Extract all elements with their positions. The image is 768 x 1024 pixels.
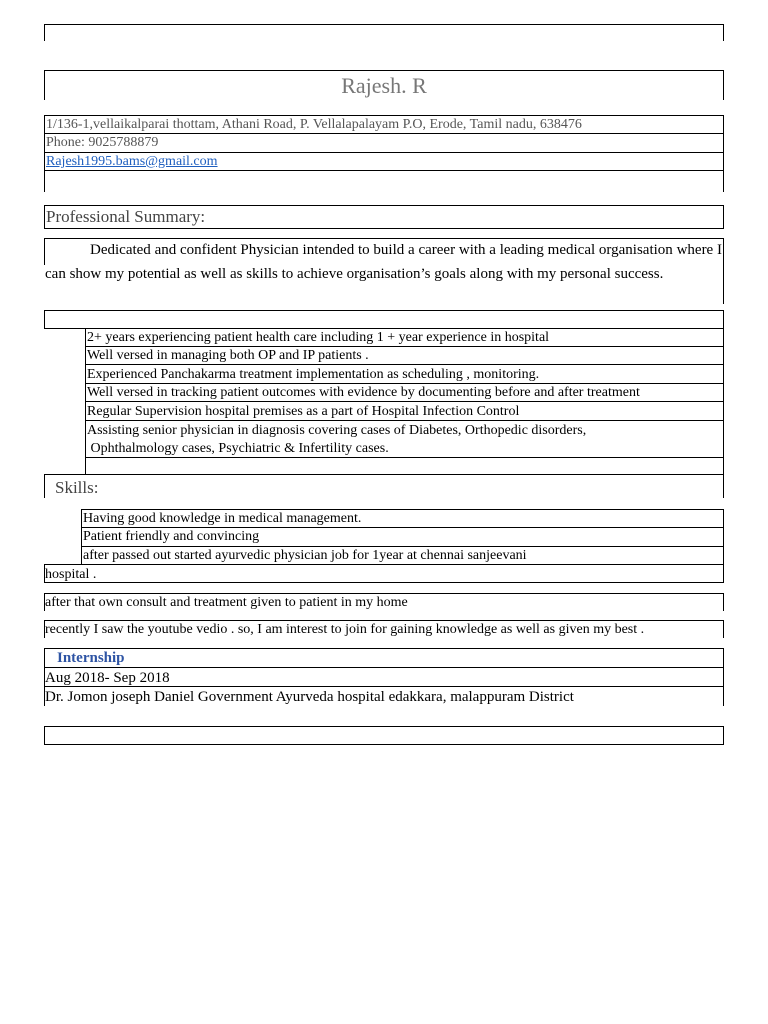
experience-item: 2+ years experiencing patient health care including 1 + year experience in hospital <box>87 330 550 345</box>
table-border <box>723 509 724 582</box>
table-border <box>44 328 724 329</box>
table-border <box>44 593 724 594</box>
table-border <box>44 648 724 649</box>
table-border <box>44 115 724 116</box>
table-border <box>85 346 724 347</box>
address-text: 1/136-1,vellaikalparai thottam, Athani Road, P. Vellalapalayam P.O, Erode, Tamil nadu, 638476 <box>46 117 582 132</box>
internship-period: Aug 2018- Sep 2018 <box>45 670 170 686</box>
skills-heading: Skills: <box>55 478 99 497</box>
skill-item: Patient friendly and convincing <box>83 529 260 544</box>
table-border <box>85 364 724 365</box>
table-border <box>44 667 724 668</box>
table-border <box>44 205 45 228</box>
experience-item: Experienced Panchakarma treatment implementation as scheduling , monitoring. <box>87 367 540 382</box>
table-border <box>85 383 724 384</box>
table-border <box>44 24 724 25</box>
table-border <box>44 115 45 192</box>
internship-heading: Internship <box>57 650 125 666</box>
summary-heading: Professional Summary: <box>46 207 206 226</box>
summary-paragraph: Dedicated and confident Physician intended to build a career with a leading medical organisation where I can show my potential as well as skills to achieve organisation’s goals along with my personal success. <box>45 242 722 282</box>
experience-item: Ophthalmology cases, Psychiatric & Infertility cases. <box>87 441 389 456</box>
table-border <box>44 205 724 206</box>
empty-table-row <box>44 726 724 745</box>
table-border <box>723 205 724 228</box>
table-border <box>723 593 724 611</box>
experience-item: Assisting senior physician in diagnosis covering cases of Diabetes, Orthopedic disorders, <box>87 423 587 438</box>
table-border <box>44 474 85 475</box>
table-border <box>85 328 86 474</box>
table-border <box>81 509 82 564</box>
email-link[interactable]: Rajesh1995.bams@gmail.com <box>46 154 218 169</box>
table-border <box>44 582 724 583</box>
table-border <box>723 648 724 706</box>
experience-item: Well versed in tracking patient outcomes with evidence by documenting before and after treatment <box>87 385 640 400</box>
table-border <box>81 546 724 547</box>
table-border <box>44 133 724 134</box>
table-border <box>723 620 724 638</box>
table-border <box>44 228 724 229</box>
table-border <box>85 401 724 402</box>
table-border <box>85 474 724 475</box>
table-border <box>44 564 724 565</box>
table-border <box>44 310 45 328</box>
table-border <box>44 152 724 153</box>
table-border <box>44 24 45 41</box>
table-border <box>85 457 724 458</box>
table-border <box>44 70 724 71</box>
skill-note: after that own consult and treatment given to patient in my home <box>45 595 408 610</box>
table-border <box>723 310 724 328</box>
skill-item: hospital . <box>45 567 97 582</box>
skill-note: recently I saw the youtube vedio . so, I am interest to join for gaining knowledge as well as given my best . <box>45 622 645 637</box>
table-border <box>723 474 724 498</box>
table-border <box>723 238 724 304</box>
candidate-name: Rajesh. R <box>341 73 427 98</box>
table-border <box>44 620 724 621</box>
table-border <box>44 474 45 498</box>
internship-place: Dr. Jomon joseph Daniel Government Ayurveda hospital edakkara, malappuram District <box>45 689 574 705</box>
table-border <box>723 115 724 192</box>
table-border <box>723 328 724 474</box>
table-border <box>85 420 724 421</box>
table-border <box>81 509 724 510</box>
experience-item: Regular Supervision hospital premises as a part of Hospital Infection Control <box>87 404 520 419</box>
table-border <box>723 24 724 41</box>
skill-item: Having good knowledge in medical management. <box>83 511 362 526</box>
table-border <box>44 170 724 171</box>
phone-text: Phone: 9025788879 <box>46 135 159 150</box>
experience-item: Well versed in managing both OP and IP patients . <box>87 348 369 363</box>
table-border <box>44 310 724 311</box>
skill-item: after passed out started ayurvedic physician job for 1year at chennai sanjeevani <box>83 548 527 563</box>
table-border <box>81 527 724 528</box>
